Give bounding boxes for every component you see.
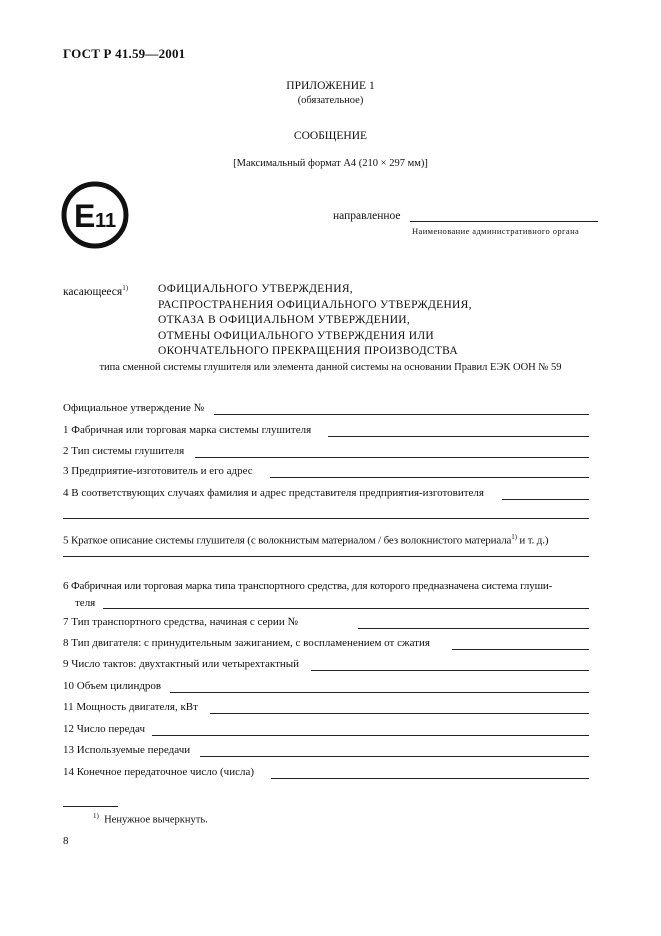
field-3-label: 3 Предприятие-изготовитель и его адрес: [63, 465, 253, 477]
field-4-label: 4 В соответствующих случаях фамилия и адрес представителя предприятия-изготовителя: [63, 487, 484, 499]
concerning-line: ОТКАЗА В ОФИЦИАЛЬНОМ УТВЕРЖДЕНИИ,: [158, 314, 411, 326]
field-10-label: 10 Объем цилиндров: [63, 680, 162, 692]
sent-to-line: [410, 221, 598, 222]
concerning-line: ОКОНЧАТЕЛЬНОГО ПРЕКРАЩЕНИЯ ПРОИЗВОДСТВА: [158, 345, 459, 357]
appendix-title: ПРИЛОЖЕНИЕ 1: [286, 80, 375, 92]
sent-to-caption: Наименование административного органа: [412, 226, 580, 236]
field-7-label: 7 Тип транспортного средства, начиная с серии №: [63, 616, 298, 628]
field-1-line[interactable]: [328, 436, 589, 437]
field-5-tail: и т. д.): [516, 534, 549, 547]
field-12-label: 12 Число передач: [63, 723, 145, 735]
field-12-line[interactable]: [152, 735, 589, 736]
field-13-label: 13 Используемые передачи: [63, 744, 191, 756]
document-title: СООБЩЕНИЕ: [293, 130, 368, 142]
field-6-label: 6 Фабричная или торговая марка типа транспортного средства, для которого предназначена система глуши-: [63, 580, 553, 592]
field-5-text: 5 Краткое описание системы глушителя (с волокнистым материалом / без волокнистого материала: [63, 534, 512, 547]
format-note: [Максимальный формат А4 (210 × 297 мм)]: [233, 158, 428, 169]
field-7-line[interactable]: [358, 628, 589, 629]
field-13-line[interactable]: [200, 756, 589, 757]
field-9-label: 9 Число тактов: двухтактный или четырехтактный: [63, 658, 300, 670]
concerning-footnote-mark: 1): [122, 284, 129, 292]
field-2-label: 2 Тип системы глушителя: [63, 445, 185, 457]
field-5-line[interactable]: [63, 556, 589, 557]
appendix-subtitle: (обязательное): [297, 95, 364, 106]
concerning-label: [63, 284, 128, 298]
footnote-rule: [63, 806, 118, 807]
field-14-line[interactable]: [271, 778, 589, 779]
sent-to-label: направленное: [333, 210, 401, 222]
field-2-line[interactable]: [195, 457, 589, 458]
field-5-footnote-mark: 1): [511, 533, 517, 541]
field-8-label: 8 Тип двигателя: с принудительным зажиганием, с воспламенением от сжатия: [63, 637, 430, 649]
field-6-line[interactable]: [103, 608, 589, 609]
field-6-label-cont: теля: [75, 597, 96, 609]
field-10-line[interactable]: [170, 692, 589, 693]
field-3-line[interactable]: [270, 477, 589, 478]
field-11-label: 11 Мощность двигателя, кВт: [63, 701, 198, 713]
field-4-line-2[interactable]: [63, 518, 589, 519]
svg-text:11: 11: [95, 210, 117, 232]
field-11-line[interactable]: [210, 713, 589, 714]
concerning-line: РАСПРОСТРАНЕНИЯ ОФИЦИАЛЬНОГО УТВЕРЖДЕНИЯ,: [158, 298, 472, 311]
field-14-label: 14 Конечное передаточное число (числа): [63, 766, 255, 778]
footnote: [93, 812, 208, 826]
approval-number-line[interactable]: [214, 414, 589, 415]
approval-number-label: Официальное утверждение №: [63, 402, 205, 414]
field-1-label: 1 Фабричная или торговая марка системы глушителя: [63, 424, 312, 436]
concerning-list: [158, 282, 472, 360]
standard-header: ГОСТ Р 41.59—2001: [63, 46, 186, 61]
concerning-line: ОФИЦИАЛЬНОГО УТВЕРЖДЕНИЯ,: [158, 283, 353, 295]
page-number: 8: [63, 835, 69, 847]
footnote-text: Ненужное вычеркнуть.: [104, 814, 208, 826]
field-8-line[interactable]: [452, 649, 589, 650]
footnote-mark: 1): [93, 812, 99, 820]
field-4-line[interactable]: [502, 499, 589, 500]
svg-text:E: E: [74, 198, 96, 234]
type-line: типа сменной системы глушителя или элемента данной системы на основании Правил ЕЭК ООН № 59: [99, 362, 562, 373]
concerning-text: касающееся: [63, 285, 123, 298]
field-5-label: [63, 533, 548, 547]
concerning-line: ОТМЕНЫ ОФИЦИАЛЬНОГО УТВЕРЖДЕНИЯ ИЛИ: [158, 329, 435, 342]
field-9-line[interactable]: [311, 670, 589, 671]
e11-approval-mark-icon: [60, 180, 130, 250]
